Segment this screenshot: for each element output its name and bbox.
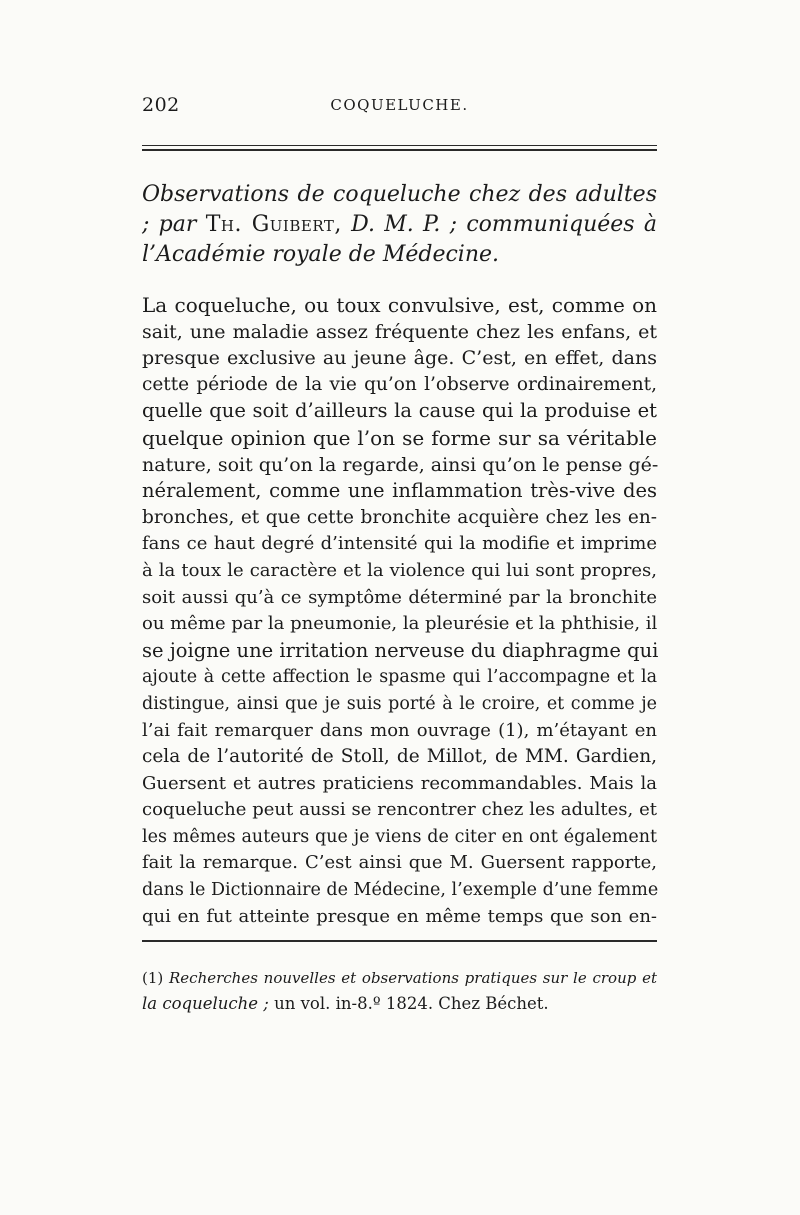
body-line: bronches, et que cette bronchite acquière chez les en-: [142, 506, 657, 528]
body-line: qui en fut atteinte presque en même temps que son en-: [142, 905, 657, 927]
header-double-rule: [142, 145, 657, 146]
footnote-rule: [142, 940, 657, 942]
article-title-main: Observations de coqueluche chez des adultes ; par: [142, 182, 657, 237]
body-line: coqueluche peut aussi se rencontrer chez les adultes, et: [142, 799, 657, 821]
body-line: à la toux le caractère et la violence qui lui sont propres,: [142, 559, 657, 581]
body-line: ajoute à cette affection le spasme qui l’accompagne et la: [142, 667, 657, 688]
body-line: quelque opinion que l’on se forme sur sa véritable: [142, 425, 657, 450]
body-line: cela de l’autorité de Stoll, de Millot, de MM. Gardien,: [142, 746, 657, 768]
body-line: fait la remarque. C’est ainsi que M. Guersent rapporte,: [142, 852, 657, 874]
body-line: presque exclusive au jeune âge. C’est, en effet, dans: [142, 347, 657, 370]
body-line: fans ce haut degré d’intensité qui la modifie et imprime: [142, 533, 657, 555]
body-line: nature, soit qu’on la regarde, ainsi qu’on le pense gé-: [142, 453, 659, 476]
body-line: Guersent et autres praticiens recommandables. Mais la: [142, 772, 657, 794]
footnote-title: Recherches nouvelles et observations pratiques sur le croup et: [169, 969, 657, 987]
article-title-credentials: D. M. P. ; communiquées à l’Académie royale de Médecine.: [142, 212, 657, 267]
body-line: quelle que soit d’ailleurs la cause qui la produise et: [142, 399, 657, 423]
body-line: soit aussi qu’à ce symptôme déterminé par la bronchite: [142, 586, 657, 608]
body-line: dans le Dictionnaire de Médecine, l’exemple d’une femme: [142, 880, 659, 901]
body-text: [142, 292, 657, 930]
body-line: ou même par la pneumonie, la pleurésie et la phthisie, il: [142, 613, 658, 635]
body-line: cette période de la vie qu’on l’observe ordinairement,: [142, 373, 657, 395]
article-author: Th. Guibert,: [205, 212, 342, 237]
footnote-marker: (1): [142, 969, 164, 987]
body-line: néralement, comme une inflammation très-vive des: [142, 479, 657, 503]
body-line: La coqueluche, ou toux convulsive, est, comme on: [142, 293, 657, 317]
body-line: les mêmes auteurs que je viens de citer en ont également: [142, 826, 657, 847]
footnote-publication: un vol. in-8.º 1824. Chez Béchet.: [274, 994, 549, 1013]
article-title: [142, 180, 657, 270]
footnote-line-2: [142, 991, 657, 1017]
page-number: 202: [142, 94, 180, 116]
body-line: sait, une maladie assez fréquente chez les enfans, et: [142, 320, 657, 343]
running-title: COQUELUCHE.: [330, 96, 469, 114]
body-line: se joigne une irritation nerveuse du diaphragme qui: [142, 638, 659, 662]
footnote: [142, 965, 657, 1017]
footnote-line-1: [142, 965, 657, 991]
body-line: distingue, ainsi que je suis porté à le croire, et comme je: [142, 693, 657, 714]
footnote-title-end: la coqueluche ;: [142, 994, 269, 1013]
running-head: [142, 94, 657, 118]
body-line: l’ai fait remarquer dans mon ouvrage (1), m’étayant en: [142, 719, 657, 741]
